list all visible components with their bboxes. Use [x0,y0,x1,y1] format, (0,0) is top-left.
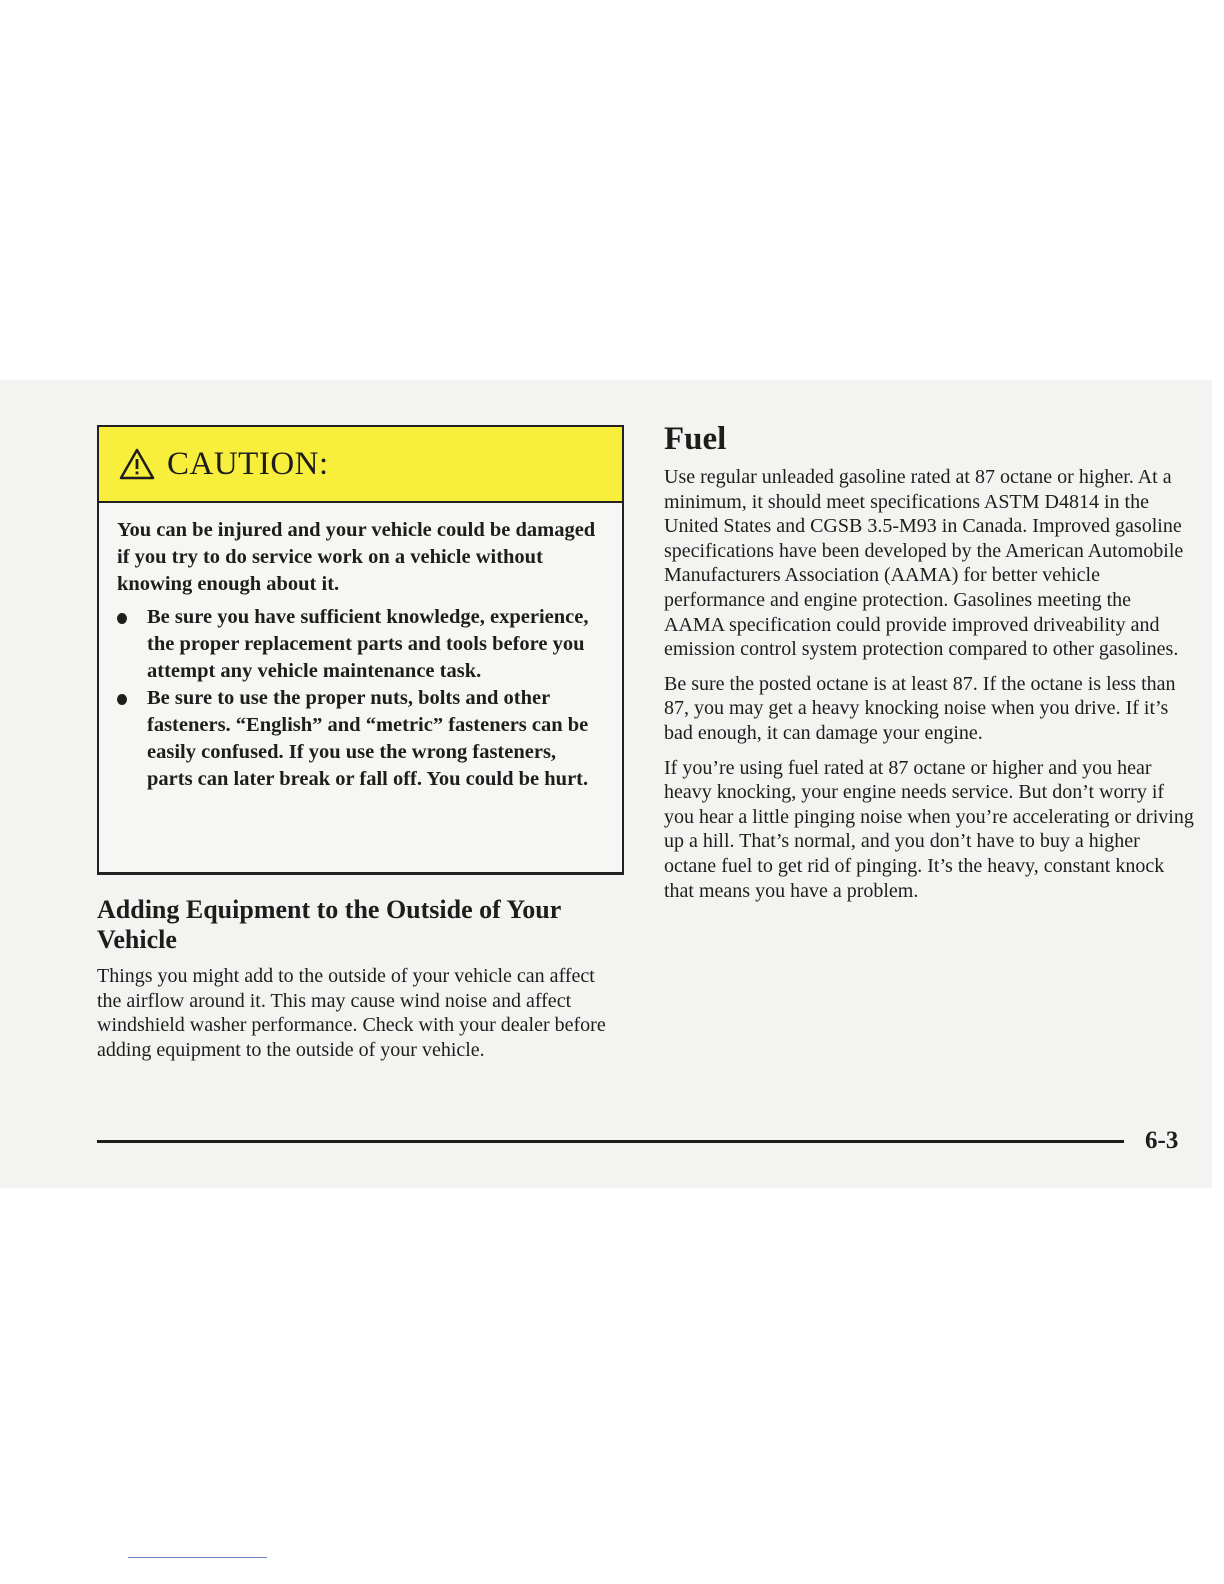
page-number: 6-3 [1145,1127,1179,1154]
bullet-dot-icon [117,613,127,624]
footer-rule [97,1140,1124,1143]
fuel-paragraph: Use regular unleaded gasoline rated at 87 octane or higher. At a minimum, it should meet specifications ASTM D4814 in the United States and CGSB 3.5-M93 in Canada. Improved gasoline specifications have been developed by the American Automobile Manufacturers Association (AAMA) for better vehicle performance and engine protection. Gasolines meeting the AAMA specification could provide improved driveability and emission control system protection compared to other gasolines. [664,466,1184,661]
caution-bullet-item [117,604,604,685]
fuel-paragraph: If you’re using fuel rated at 87 octane or higher and you hear heavy knocking, your engine needs service. But don’t worry if you hear a little pinging noise when you’re accelerating or driving up a hill. That’s normal, and you don’t have to buy a higher octane fuel to get rid of pinging. It’s the heavy, constant knock that means you have a problem. [664,756,1194,902]
bullet-dot-icon [117,694,127,705]
caution-bullet-text: Be sure you have sufficient knowledge, experience, the proper replacement parts and tools before you attempt any vehicle maintenance task. [147,606,589,682]
caution-box [97,425,624,875]
caution-intro: You can be injured and your vehicle could be damaged if you try to do service work on a vehicle without knowing enough about it. [117,519,596,595]
fuel-section [664,420,1194,913]
caution-body [99,503,622,793]
adding-equipment-heading: Adding Equipment to the Outside of Your Vehicle [97,895,561,954]
caution-bullet-text: Be sure to use the proper nuts, bolts and other fasteners. “English” and “metric” fasteners can be easily confused. If you use the wrong fasteners, parts can later break or fall off. You could be hurt. [147,687,589,790]
bottom-link-underline [128,1557,267,1558]
adding-equipment-section [97,895,624,1062]
adding-equipment-text: Things you might add to the outside of your vehicle can affect the airflow around it. This may cause wind noise and affect windshield washer performance. Check with your dealer before adding equipment to the outside of your vehicle. [97,965,606,1061]
caution-title: CAUTION: [167,445,329,482]
caution-bullet-item [117,685,604,793]
warning-triangle-icon [119,448,155,480]
fuel-paragraph: Be sure the posted octane is at least 87. If the octane is less than 87, you may get a heavy knocking noise when you drive. If it’s bad enough, it can damage your engine. [664,672,1176,744]
caution-list [117,604,604,793]
caution-header [99,427,622,503]
fuel-heading: Fuel [664,421,727,457]
